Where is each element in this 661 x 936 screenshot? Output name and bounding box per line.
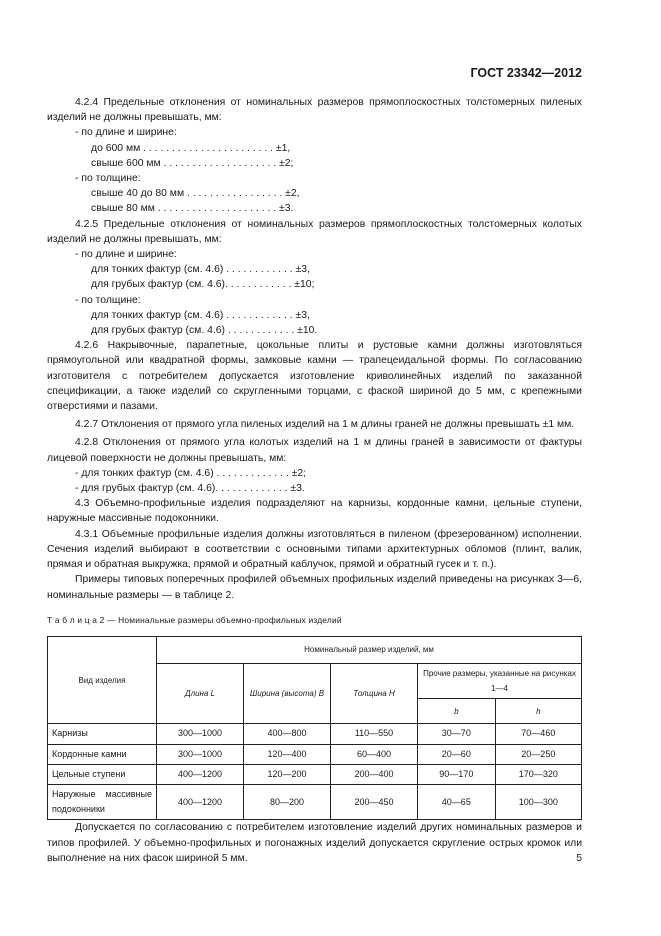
cell-length: 400—1200 [157,784,244,819]
cell-length: 300—1000 [157,744,244,764]
cell-h: 20—250 [495,744,581,764]
clause-4-2-8-intro: 4.2.8 Отклонения от прямого угла колотых изделий на 1 м длины граней в зависимости от фактуры лицевой поверхности не должны превышать, мм: [47,437,582,464]
cell-b: 20—60 [418,744,496,764]
header-h: h [495,699,581,724]
clause-4-2-4-len-600: до 600 мм . . . . . . . . . . . . . . . . . . . . . . . ±1, [91,142,291,154]
clause-4-2-7: 4.2.7 Отклонения от прямого угла пиленых изделий на 1 м длины граней не должны превышать ±1 мм. [75,419,575,431]
cell-name: Карнизы [48,724,157,744]
examples-paragraph: Примеры типовых поперечных профилей объемных профильных изделий приведены на рисунках 3—6, номинальные размеры — в таблице 2. [47,574,582,601]
cell-width: 120—200 [244,764,331,784]
document-code: ГОСТ 23342—2012 [470,66,582,80]
clause-4-2-5-length-label: - по длине и ширине: [75,249,177,261]
header-thickness: Толщина H [331,663,418,723]
cell-length: 400—1200 [157,764,244,784]
cell-thickness: 110—550 [331,724,418,744]
clause-4-2-5-thickness-label: - по толщине: [75,294,141,306]
header-nominal: Номинальный размер изделий, мм [157,636,582,663]
clause-4-2-4-th-over-80: свыше 80 мм . . . . . . . . . . . . . . . . . . . . . ±3. [91,203,294,215]
header-length: Длина L [157,663,244,723]
table-row [48,724,582,744]
cell-thickness: 200—400 [331,764,418,784]
header-product: Вид изделия [48,636,157,723]
final-paragraph: Допускается по согласованию с потребителем изготовление изделий других номинальных размеров и типов профилей. У объемно-профильных и погонажных изделий допускается скругление острых кромок или выполнение на них фасок шириной 5 мм. [47,822,582,864]
clause-4-3: 4.3 Объемно-профильные изделия подразделяют на карнизы, кордонные камни, цельные ступени, наружные массивные подоконники. [47,498,582,525]
clause-4-3-1: 4.3.1 Объемные профильные изделия должны изготовляться в пиленом (фрезерованном) исполнении. Сечения изделий выбирают в соответствии с основными типами архитектурных обломов (плинт, валик, прямая и обратная выкружка, прямой и обратный каблучок, прямой и обратный гусек и т. п.). [47,528,582,571]
header-other: Прочие размеры, указанные на рисунках 1—4 [418,663,582,698]
header-width: Ширина (высота) B [244,663,331,723]
cell-width: 80—200 [244,784,331,819]
cell-h: 70—460 [495,724,581,744]
cell-h: 170—320 [495,764,581,784]
clause-4-2-4-len-over-600: свыше 600 мм . . . . . . . . . . . . . . . . . . . . ±2; [91,157,294,169]
clause-4-2-5-th-coarse: для грубых фактур (см. 4.6) . . . . . . . . . . . . ±10. [91,325,318,337]
cell-thickness: 60—400 [331,744,418,764]
cell-b: 40—65 [418,784,496,819]
dimensions-table [47,636,582,820]
table-row [48,764,582,784]
clause-4-2-4-th-40-80: свыше 40 до 80 мм . . . . . . . . . . . . . . . . . ±2, [91,188,300,200]
cell-length: 300—1000 [157,724,244,744]
document-body [47,95,582,866]
cell-name: Кордонные камни [48,744,157,764]
cell-thickness: 200—450 [331,784,418,819]
clause-4-2-4-intro: 4.2.4 Предельные отклонения от номинальных размеров прямоплоскостных толстомерных пиленых изделий не должны превышать, мм: [47,97,582,124]
clause-4-2-8-coarse: - для грубых фактур (см. 4.6). . . . . . . . . . . . . ±3. [75,483,305,495]
cell-width: 120—400 [244,744,331,764]
header-b: b [418,699,496,724]
page-number: 5 [576,853,582,864]
clause-4-2-5-len-fine: для тонких фактур (см. 4.6) . . . . . . . . . . . . ±3, [91,264,310,276]
clause-4-2-5-intro: 4.2.5 Предельные отклонения от номинальных размеров прямоплоскостных толстомерных колотых изделий не должны превышать, мм: [47,218,582,245]
cell-b: 30—70 [418,724,496,744]
cell-h: 100—300 [495,784,581,819]
clause-4-2-5-th-fine: для тонких фактур (см. 4.6) . . . . . . . . . . . . ±3, [91,309,310,321]
table-row [48,784,582,819]
cell-name: Цельные ступени [48,764,157,784]
table-caption: Т а б л и ц а 2 — Номинальные размеры объемно-профильных изделий [47,614,342,625]
clause-4-2-5-len-coarse: для грубых фактур (см. 4.6). . . . . . . . . . . . ±10; [91,279,315,291]
clause-4-2-8-fine: - для тонких фактур (см. 4.6) . . . . . . . . . . . . . ±2; [75,467,306,479]
clause-4-2-4-thickness-label: - по толщине: [75,173,141,185]
table-row [48,744,582,764]
clause-4-2-4-length-label: - по длине и ширине: [75,127,177,139]
clause-4-2-6: 4.2.6 Накрывочные, парапетные, цокольные плиты и рустовые камни должны изготовляться прямоугольной или квадратной формы, замковые камни — трапецеидальной формы. По согласованию изготовителя с потребителем допускается изготовление криволинейных изделий по заказанной спецификации, а также изделий со скругленными торцами, с фаской шириной до 5 мм, с крепежными отверстиями и пазами. [47,340,582,413]
cell-b: 90—170 [418,764,496,784]
cell-name: Наружные массивные подоконники [48,784,157,819]
cell-width: 400—800 [244,724,331,744]
